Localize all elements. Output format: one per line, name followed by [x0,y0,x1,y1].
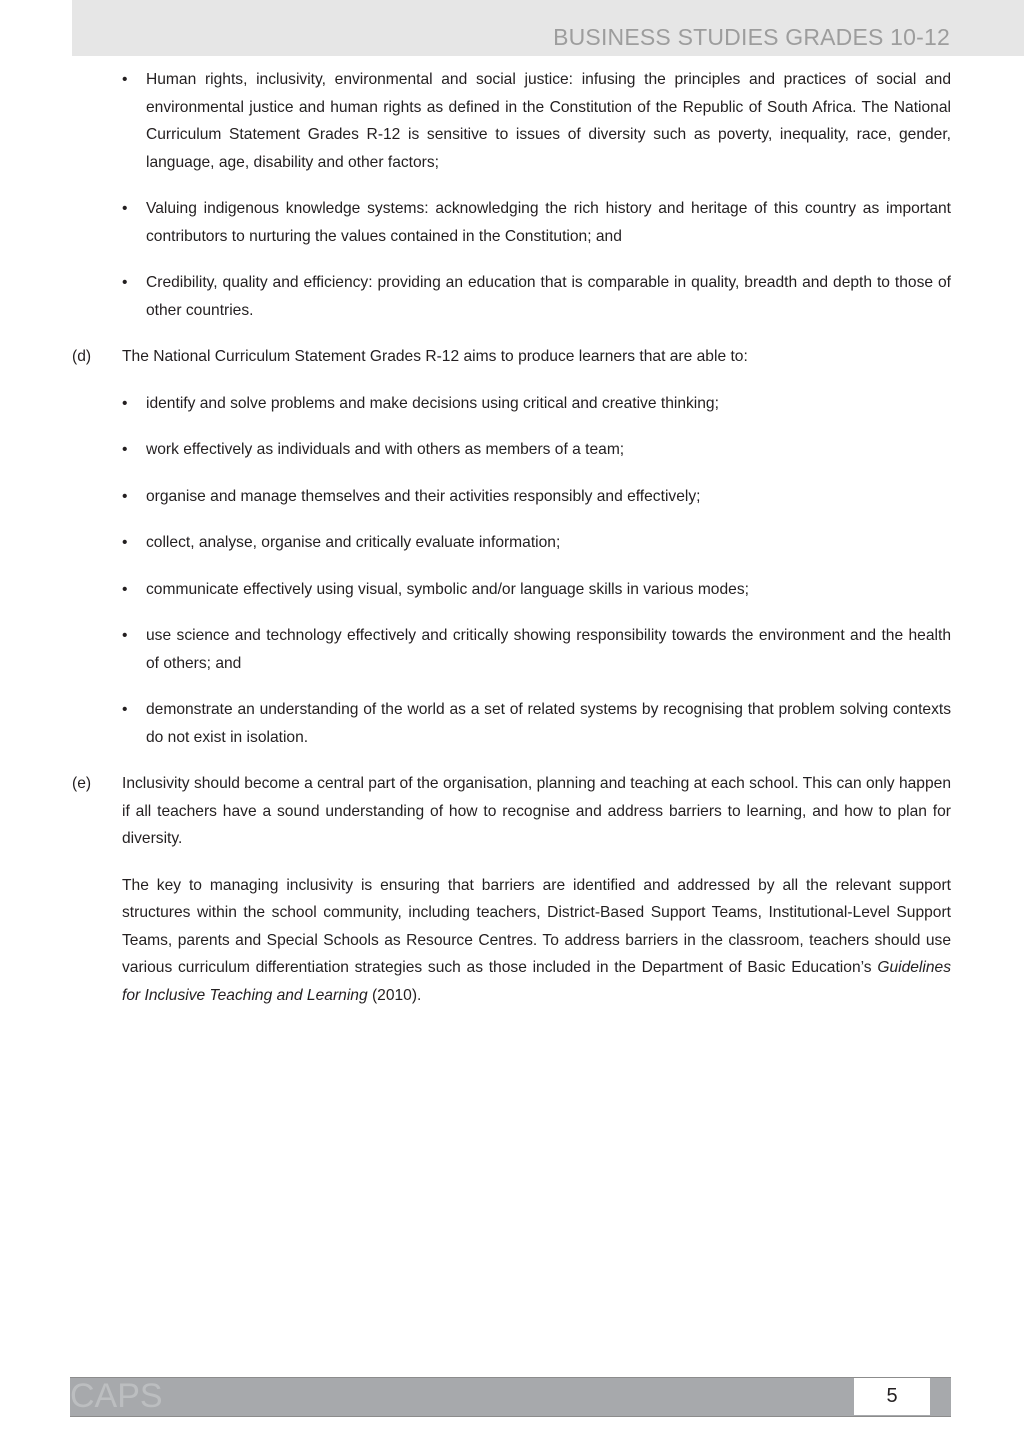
guidelines-title: Guidelines for Inclusive Teaching and Learning [122,959,951,1004]
section-e [72,770,951,853]
bullet-dot: • [122,274,128,291]
section-d [72,343,951,371]
section-d-intro: The National Curriculum Statement Grades R-12 aims to produce learners that are able to: [122,348,748,365]
aim-text: identify and solve problems and make decisions using critical and creative thinking; [146,394,719,412]
section-e-text: Inclusivity should become a central part of the organisation, planning and teaching at each school. This can only happen if all teachers have a sound understanding of how to recognise and address barriers to learning, and how to plan for diversity. [122,775,951,847]
aim-text: work effectively as individuals and with others as members of a team; [146,441,625,458]
aim-text: communicate effectively using visual, symbolic and/or language skills in various modes; [146,580,749,598]
bullet-dot: • [122,441,128,458]
aim-bullet [72,529,951,557]
bullet-dot: • [122,701,128,718]
bullet-dot: • [122,627,128,644]
page-number: 5 [854,1378,930,1415]
principle-bullet [72,66,951,176]
principle-bullet [72,195,951,250]
principle-text: Credibility, quality and efficiency: providing an education that is comparable in quality, breadth and depth to those of other countries. [146,274,951,319]
paragraph-text-after-title: (2010). [367,986,422,1004]
principle-text: Valuing indigenous knowledge systems: acknowledging the rich history and heritage of this country as important contributors to nurturing the values contained in the Constitution; and [146,200,951,245]
bullet-dot: • [122,487,128,505]
footer-band [70,1377,951,1417]
inclusivity-paragraph [72,872,951,1010]
bullet-dot: • [122,71,128,88]
aim-bullet [72,390,951,418]
aim-bullet [72,576,951,604]
aim-text: demonstrate an understanding of the world as a set of related systems by recognising that problem solving contexts do not exist in isolation. [146,701,951,746]
running-header-title: BUSINESS STUDIES GRADES 10-12 [553,24,950,50]
aim-bullet [72,483,951,511]
section-e-label: (e) [72,775,92,792]
aim-text: collect, analyse, organise and critically evaluate information; [146,534,561,551]
aim-bullet [72,436,951,464]
principle-bullet [72,269,951,324]
bullet-dot: • [122,580,128,598]
bullet-dot: • [122,200,128,217]
aim-text: use science and technology effectively and critically showing responsibility towards the environment and the health of others; and [146,627,951,672]
bullet-dot: • [122,534,128,551]
page-content [72,66,951,1028]
footer-caps-label: CAPS [70,1377,163,1415]
bullet-dot: • [122,394,128,412]
principle-text: Human rights, inclusivity, environmental and social justice: infusing the principles and practices of social and environmental justice and human rights as defined in the Constitution of the Republic of South Africa. The National Curriculum Statement Grades R-12 is sensitive to issues of diversity such as poverty, inequality, race, gender, language, age, disability and other factors; [146,71,951,171]
aim-bullet [72,696,951,751]
aim-text: organise and manage themselves and their activities responsibly and effectively; [146,487,701,505]
section-d-label: (d) [72,348,92,365]
aim-bullet [72,622,951,677]
paragraph-text-before-title: The key to managing inclusivity is ensuring that barriers are identified and addressed by all the relevant support structures within the school community, including teachers, District-Based Support Teams, Institutional-Level Support Teams, parents and Special Schools as Resource Centres. To address barriers in the classroom, teachers should use various curriculum differentiation strategies such as those included in the Department of Basic Education’s [122,876,951,976]
